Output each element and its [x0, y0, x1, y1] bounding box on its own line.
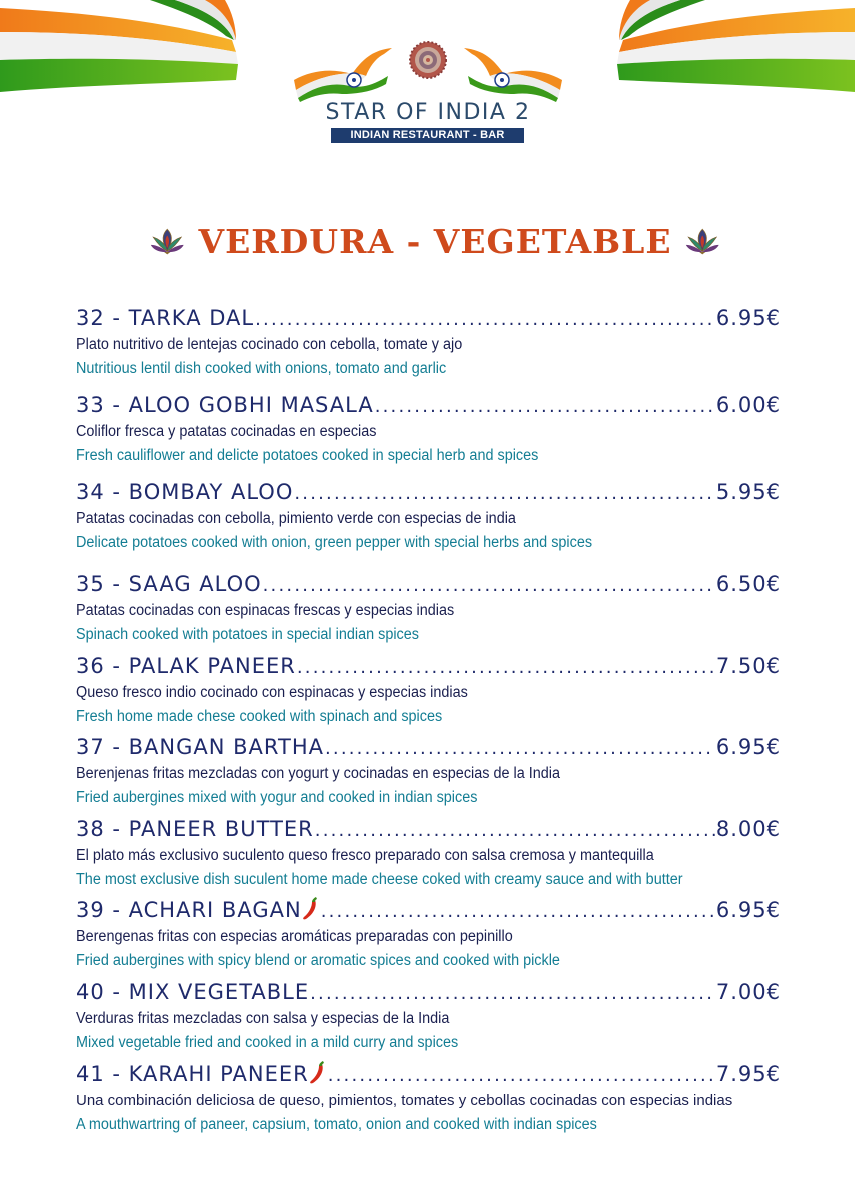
dot-leader: [294, 480, 715, 508]
dot-leader: [263, 572, 715, 600]
dot-leader: [297, 654, 715, 682]
menu-item: [76, 391, 816, 469]
dot-leader: [310, 980, 715, 1008]
section-title: VERDURA - VEGETABLE: [198, 221, 672, 261]
item-description-en: Delicate potatoes cooked with onion, green pepper with special herbs and spices: [76, 534, 593, 551]
lotus-icon: [685, 224, 720, 258]
item-name: 38 - PANEER BUTTER: [76, 817, 314, 841]
item-name: 40 - MIX VEGETABLE: [76, 980, 310, 1004]
dot-leader: [321, 898, 715, 926]
item-description-es: Coliflor fresca y patatas cocinadas en especias: [76, 423, 377, 440]
tricolor-ribbon-right-icon: [615, 0, 855, 100]
item-description-en: A mouthwartring of paneer, capsium, tomato, onion and cooked with indian spices: [76, 1116, 597, 1133]
item-description-es: Patatas cocinadas con cebolla, pimiento verde con especias de india: [76, 510, 516, 527]
item-description-es: Plato nutritivo de lentejas cocinado con cebolla, tomate y ajo: [76, 336, 463, 353]
item-description-es: El plato más exclusivo suculento queso fresco preparado con salsa cremosa y mantequilla: [76, 847, 654, 864]
item-price: 6.00€: [715, 393, 781, 417]
item-name: 37 - BANGAN BARTHA: [76, 735, 324, 759]
lotus-icon: [150, 224, 185, 258]
item-description-en: Fried aubergines with spicy blend or aromatic spices and cooked with pickle: [76, 952, 560, 969]
menu-item: [76, 570, 816, 648]
item-price: 6.50€: [715, 572, 781, 596]
item-name-text: 41 - KARAHI PANEER: [76, 1062, 309, 1086]
tricolor-ribbon-left-icon: [0, 0, 240, 100]
item-name: [76, 896, 320, 924]
dot-leader: [315, 817, 715, 845]
item-name-text: 39 - ACHARI BAGAN: [76, 898, 302, 922]
item-description-en: Nutritious lentil dish cooked with onions, tomato and garlic: [76, 360, 447, 377]
dot-leader: [328, 1062, 715, 1090]
dot-leader: [255, 306, 715, 334]
item-name: 33 - ALOO GOBHI MASALA: [76, 393, 374, 417]
chili-pepper-icon: [300, 897, 320, 921]
item-description-en: Fried aubergines mixed with yogur and cooked in indian spices: [76, 789, 478, 806]
item-name: 36 - PALAK PANEER: [76, 654, 296, 678]
logo-title: STAR OF INDIA 2: [325, 100, 531, 125]
item-price: 6.95€: [715, 898, 781, 922]
item-price: 7.95€: [715, 1062, 781, 1086]
item-price: 6.95€: [715, 306, 781, 330]
item-description-en: Fresh cauliflower and delicte potatoes cooked in special herb and spices: [76, 447, 539, 464]
item-price: 8.00€: [715, 817, 781, 841]
dot-leader: [325, 735, 715, 763]
item-name: [76, 1060, 327, 1088]
menu-item: [76, 1060, 816, 1138]
item-name: 34 - BOMBAY ALOO: [76, 480, 294, 504]
menu-item: [76, 815, 816, 893]
item-name: 32 - TARKA DAL: [76, 306, 255, 330]
section-header: [150, 216, 720, 266]
item-price: 6.95€: [715, 735, 781, 759]
menu-item: [76, 733, 816, 811]
item-description-es: Berengenas fritas con especias aromáticas preparadas con pepinillo: [76, 928, 513, 945]
item-description-es: Una combinación deliciosa de queso, pimientos, tomates y cebollas cocinadas con especias indias: [76, 1092, 733, 1109]
item-description-es: Berenjenas fritas mezcladas con yogurt y cocinadas en especias de la India: [76, 765, 560, 782]
dot-leader: [375, 393, 715, 421]
item-price: 7.00€: [715, 980, 781, 1004]
item-name: 35 - SAAG ALOO: [76, 572, 262, 596]
item-description-es: Verduras fritas mezcladas con salsa y especias de la India: [76, 1010, 450, 1027]
item-description-es: Patatas cocinadas con espinacas frescas y especias indias: [76, 602, 455, 619]
item-description-en: Fresh home made chese cooked with spinach and spices: [76, 708, 443, 725]
menu-item: [76, 652, 816, 730]
menu-item: [76, 304, 816, 382]
item-price: 5.95€: [715, 480, 781, 504]
logo-flags-mandala-icon: [292, 40, 564, 102]
logo-subtitle: INDIAN RESTAURANT - BAR: [331, 128, 524, 143]
item-price: 7.50€: [715, 654, 781, 678]
item-description-en: The most exclusive dish suculent home made cheese coked with creamy sauce and with butter: [76, 871, 683, 888]
restaurant-logo: [292, 40, 564, 145]
item-description-en: Spinach cooked with potatoes in special indian spices: [76, 626, 419, 643]
menu-item: [76, 978, 816, 1056]
item-description-es: Queso fresco indio cocinado con espinacas y especias indias: [76, 684, 468, 701]
item-description-en: Mixed vegetable fried and cooked in a mild curry and spices: [76, 1034, 459, 1051]
menu-item: [76, 478, 816, 556]
chili-pepper-icon: [307, 1061, 327, 1085]
menu-item: [76, 896, 816, 974]
